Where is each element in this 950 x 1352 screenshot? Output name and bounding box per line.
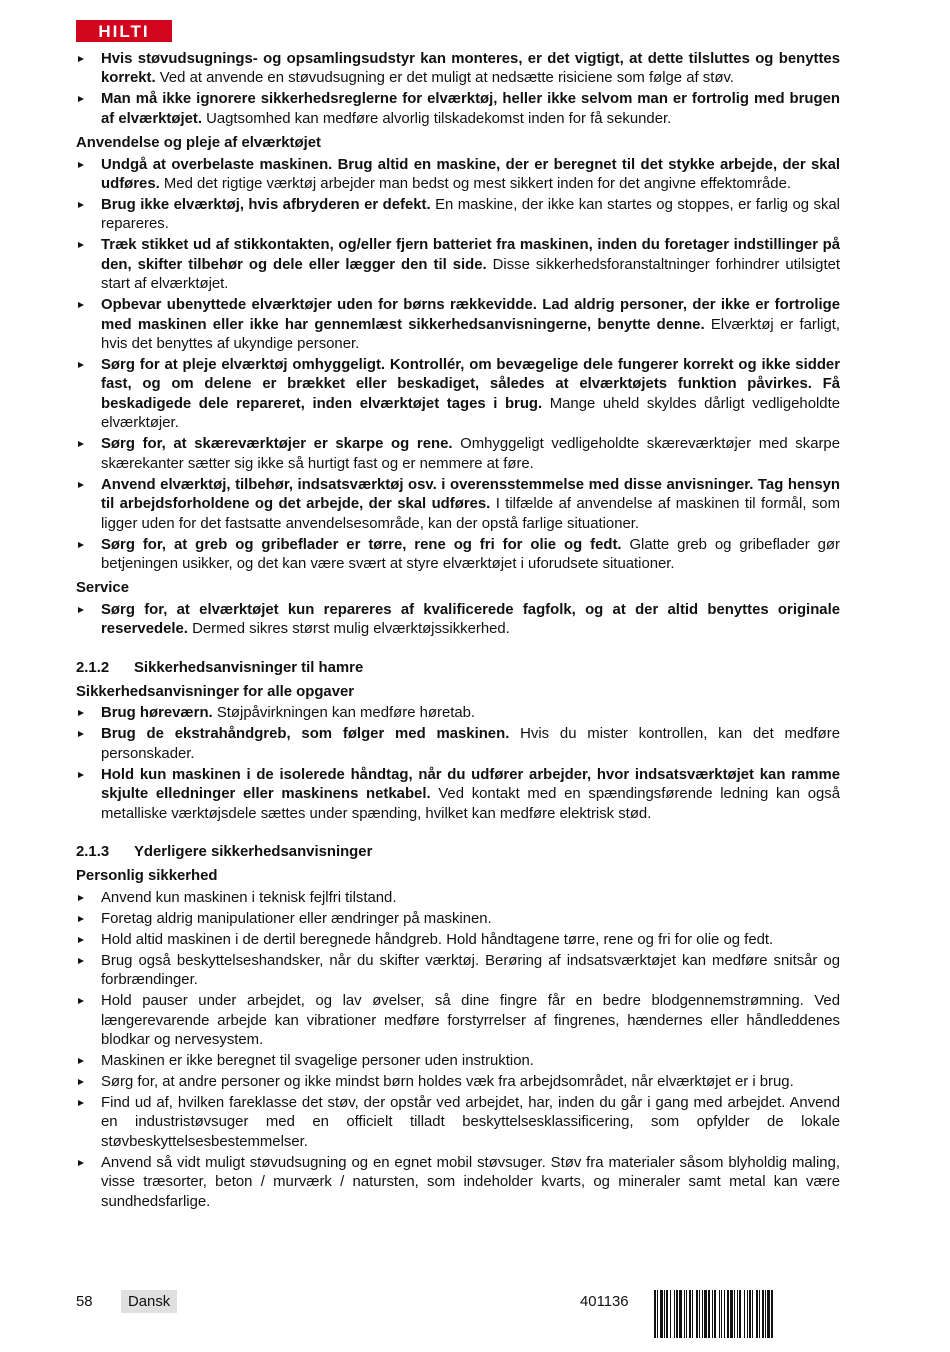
document-number: 401136	[580, 1294, 629, 1310]
logo-text: HILTI	[98, 22, 150, 41]
bullet-text: Dermed sikres størst mulig elværktøjssikkerhed.	[187, 621, 510, 638]
subheading: Service	[76, 580, 129, 597]
bullet-text: Mange uheld skyldes dårligt vedligeholdte elværktøjer.	[101, 395, 840, 432]
bullet-text: Brug også beskyttelseshandsker, når du skifter værktøj. Berøring af indsatsværktøjet kan medføre snitsår og forbrændinger.	[101, 952, 840, 989]
section-heading	[76, 659, 840, 678]
bullet-text: I tilfælde af anvendelse af maskinen til formål, som ligger uden for det fastsatte anvendelsesområde, kan der opstå farlige situationer.	[101, 496, 840, 532]
bullet-bold-text: Brug høreværn.	[101, 705, 213, 722]
bullet-text: Find ud af, hvilken fareklasse det støv, der opstår ved arbejdet, har, inden du går i gang med arbejdet. Anvend en industristøvsuger med en officielt tilladt beskyttelsesklassificering, som opfylder de lokale støvbeskyttelsesbestemmelser.	[101, 1095, 840, 1150]
bullet-bold-text: Brug de ekstrahåndgreb, som følger med maskinen.	[101, 726, 510, 743]
bullet-text: Anvend kun maskinen i teknisk fejlfri tilstand.	[101, 889, 397, 906]
bullet-item	[76, 931, 840, 950]
page-footer	[76, 1290, 840, 1340]
bullet-item	[76, 156, 840, 195]
bullet-text: Uagtsomhed kan medføre alvorlig tilskadekomst inden for få sekunder.	[201, 110, 672, 127]
bullet-item	[76, 992, 840, 1050]
bullet-item	[76, 435, 840, 474]
bullet-item	[76, 1154, 840, 1212]
section-number: 2.1.2	[76, 659, 110, 676]
bullet-bold-text: Brug ikke elværktøj, hvis afbryderen er defekt.	[101, 197, 431, 214]
bullet-bold-text: Anvend elværktøj, tilbehør, indsatsværktøj osv. i overensstemmelse med disse anvisninger. Tag hensyn til arbejdsforholdene og det arbejde, der skal udføres.	[101, 476, 840, 513]
bullet-item	[76, 1094, 840, 1152]
bullet-item	[76, 476, 840, 534]
subheading: Anvendelse og pleje af elværktøjet	[76, 135, 321, 152]
bullet-text: Omhyggeligt vedligeholdte skæreværktøjer med skarpe skærekanter sætter sig ikke så hurtigt fast og er nemmere at føre.	[101, 436, 840, 472]
bullet-item	[76, 196, 840, 235]
bullet-text: Ved kontakt med en spændingsførende ledning kan også metalliske værktøjsdele sættes under spænding, hvilket kan medføre elektrisk stød.	[101, 786, 840, 822]
subheading: Personlig sikkerhed	[76, 868, 218, 885]
bullet-item	[76, 725, 840, 764]
bullet-bold-text: Sørg for, at skæreværktøjer er skarpe og rene.	[101, 436, 453, 453]
bullet-item	[76, 704, 840, 723]
bullet-item	[76, 296, 840, 354]
section-title: Sikkerhedsanvisninger til hamre	[134, 659, 364, 676]
bullet-item	[76, 356, 840, 434]
bullet-text: Hold pauser under arbejdet, og lav øvelser, så dine fingre får en bedre blodgennemstrømning. Ved længerevarende arbejde kan vibrationer medføre forstyrrelser af fingrenes, hændernes eller håndleddenes blodkar og nervesystem.	[101, 993, 840, 1048]
bullet-bold-text: Træk stikket ud af stikkontakten, og/eller fjern batteriet fra maskinen, inden du foretager indstillinger på den, skifter tilbehør og dele eller lægger den til side.	[101, 237, 840, 273]
hilti-logo	[76, 20, 172, 42]
bullet-text: En maskine, der ikke kan startes og stoppes, er farlig og skal repareres.	[101, 197, 840, 233]
bullet-item	[76, 601, 840, 640]
bullet-bold-text: Sørg for at pleje elværktøj omhyggeligt. Kontrollér, om bevægelige dele fungerer korrekt og ikke sidder fast, og om delene er brækket eller beskadiget, således at elværktøjets funktion påvirkes. Få beskadigede dele repareret, inden elværktøjet tages i brug.	[101, 357, 840, 412]
bullet-text: Med det rigtige værktøj arbejder man bedst og mest sikkert inden for det angivne effektområde.	[159, 176, 791, 193]
section-title: Yderligere sikkerhedsanvisninger	[134, 843, 373, 860]
bullet-item	[76, 50, 840, 89]
bullet-item	[76, 910, 840, 929]
bullet-bold-text: Opbevar ubenyttede elværktøjer uden for børns rækkevidde. Lad aldrig personer, der ikke er fortrolige med maskinen eller ikke har gennemlæst sikkerhedsanvisningerne, benytte denne.	[101, 297, 840, 333]
bullet-text: Hvis du mister kontrollen, kan det medføre personskader.	[101, 726, 840, 762]
language-label: Dansk	[121, 1290, 177, 1313]
bullet-bold-text: Sørg for, at elværktøjet kun repareres af kvalificerede fagfolk, og at der altid benyttes originale reservedele.	[101, 601, 840, 638]
bullet-text: Sørg for, at andre personer og ikke mindst børn holdes væk fra arbejdsområdet, når elværktøjet er i brug.	[101, 1074, 794, 1090]
bullet-item	[76, 536, 840, 575]
bullet-text: Anvend så vidt muligt støvudsugning og en egnet mobil støvsuger. Støv fra materialer såsom blyholdig maling, visse træsorter, beton / murværk / natursten, som indeholder kvarts, og mineraler samt metal kan være sundhedsfarlige.	[101, 1154, 840, 1210]
manual-content	[76, 50, 840, 1214]
bullet-text: Disse sikkerhedsforanstaltninger forhindrer utilsigtet start af elværktøjet.	[101, 256, 840, 293]
bullet-bold-text: Hold kun maskinen i de isolerede håndtag, når du udfører arbejder, hvor indsatsværktøjet kan ramme skjulte elledninger eller maskinens netkabel.	[101, 766, 840, 803]
section-number: 2.1.3	[76, 843, 110, 860]
bullet-text: Elværktøj er farligt, hvis det benyttes af ukyndige personer.	[101, 316, 841, 353]
page-number: 58	[76, 1294, 93, 1310]
bullet-item	[76, 952, 840, 991]
subheading: Sikkerhedsanvisninger for alle opgaver	[76, 683, 355, 700]
bullet-text: Støjpåvirkningen kan medføre høretab.	[212, 705, 476, 722]
bullet-text: Hold altid maskinen i de dertil beregnede håndgreb. Hold håndtagene tørre, rene og fri for olie og fedt.	[101, 931, 774, 948]
bullet-bold-text: Hvis støvudsugnings- og opsamlingsudstyr kan monteres, er det vigtigt, at dette tilsluttes og benyttes korrekt.	[101, 51, 840, 87]
section-heading	[76, 843, 840, 862]
bullet-item	[76, 766, 840, 824]
bullet-text: Glatte greb og gribeflader gør betjeningen usikker, og det kan være svært at styre elværktøjet i uforudsete situationer.	[101, 536, 840, 572]
bullet-bold-text: Man må ikke ignorere sikkerhedsreglerne for elværktøj, heller ikke selvom man er fortrolig med brugen af elværktøjet.	[101, 91, 840, 127]
barcode	[654, 1290, 840, 1338]
bullet-text: Ved at anvende en støvudsugning er det muligt at nedsætte risiciene som følge af støv.	[155, 70, 734, 87]
bullet-text: Maskinen er ikke beregnet til svagelige personer uden instruktion.	[101, 1053, 534, 1069]
bullet-bold-text: Sørg for, at greb og gribeflader er tørre, rene og fri for olie og fedt.	[101, 536, 622, 553]
bullet-item	[76, 1073, 840, 1092]
bullet-item	[76, 236, 840, 294]
bullet-bold-text: Undgå at overbelaste maskinen. Brug altid en maskine, der er beregnet til det stykke arbejde, der skal udføres.	[101, 156, 840, 193]
bullet-item	[76, 1052, 840, 1071]
bullet-text: Foretag aldrig manipulationer eller ændringer på maskinen.	[101, 910, 492, 927]
bullet-item	[76, 90, 840, 129]
bullet-item	[76, 889, 840, 908]
